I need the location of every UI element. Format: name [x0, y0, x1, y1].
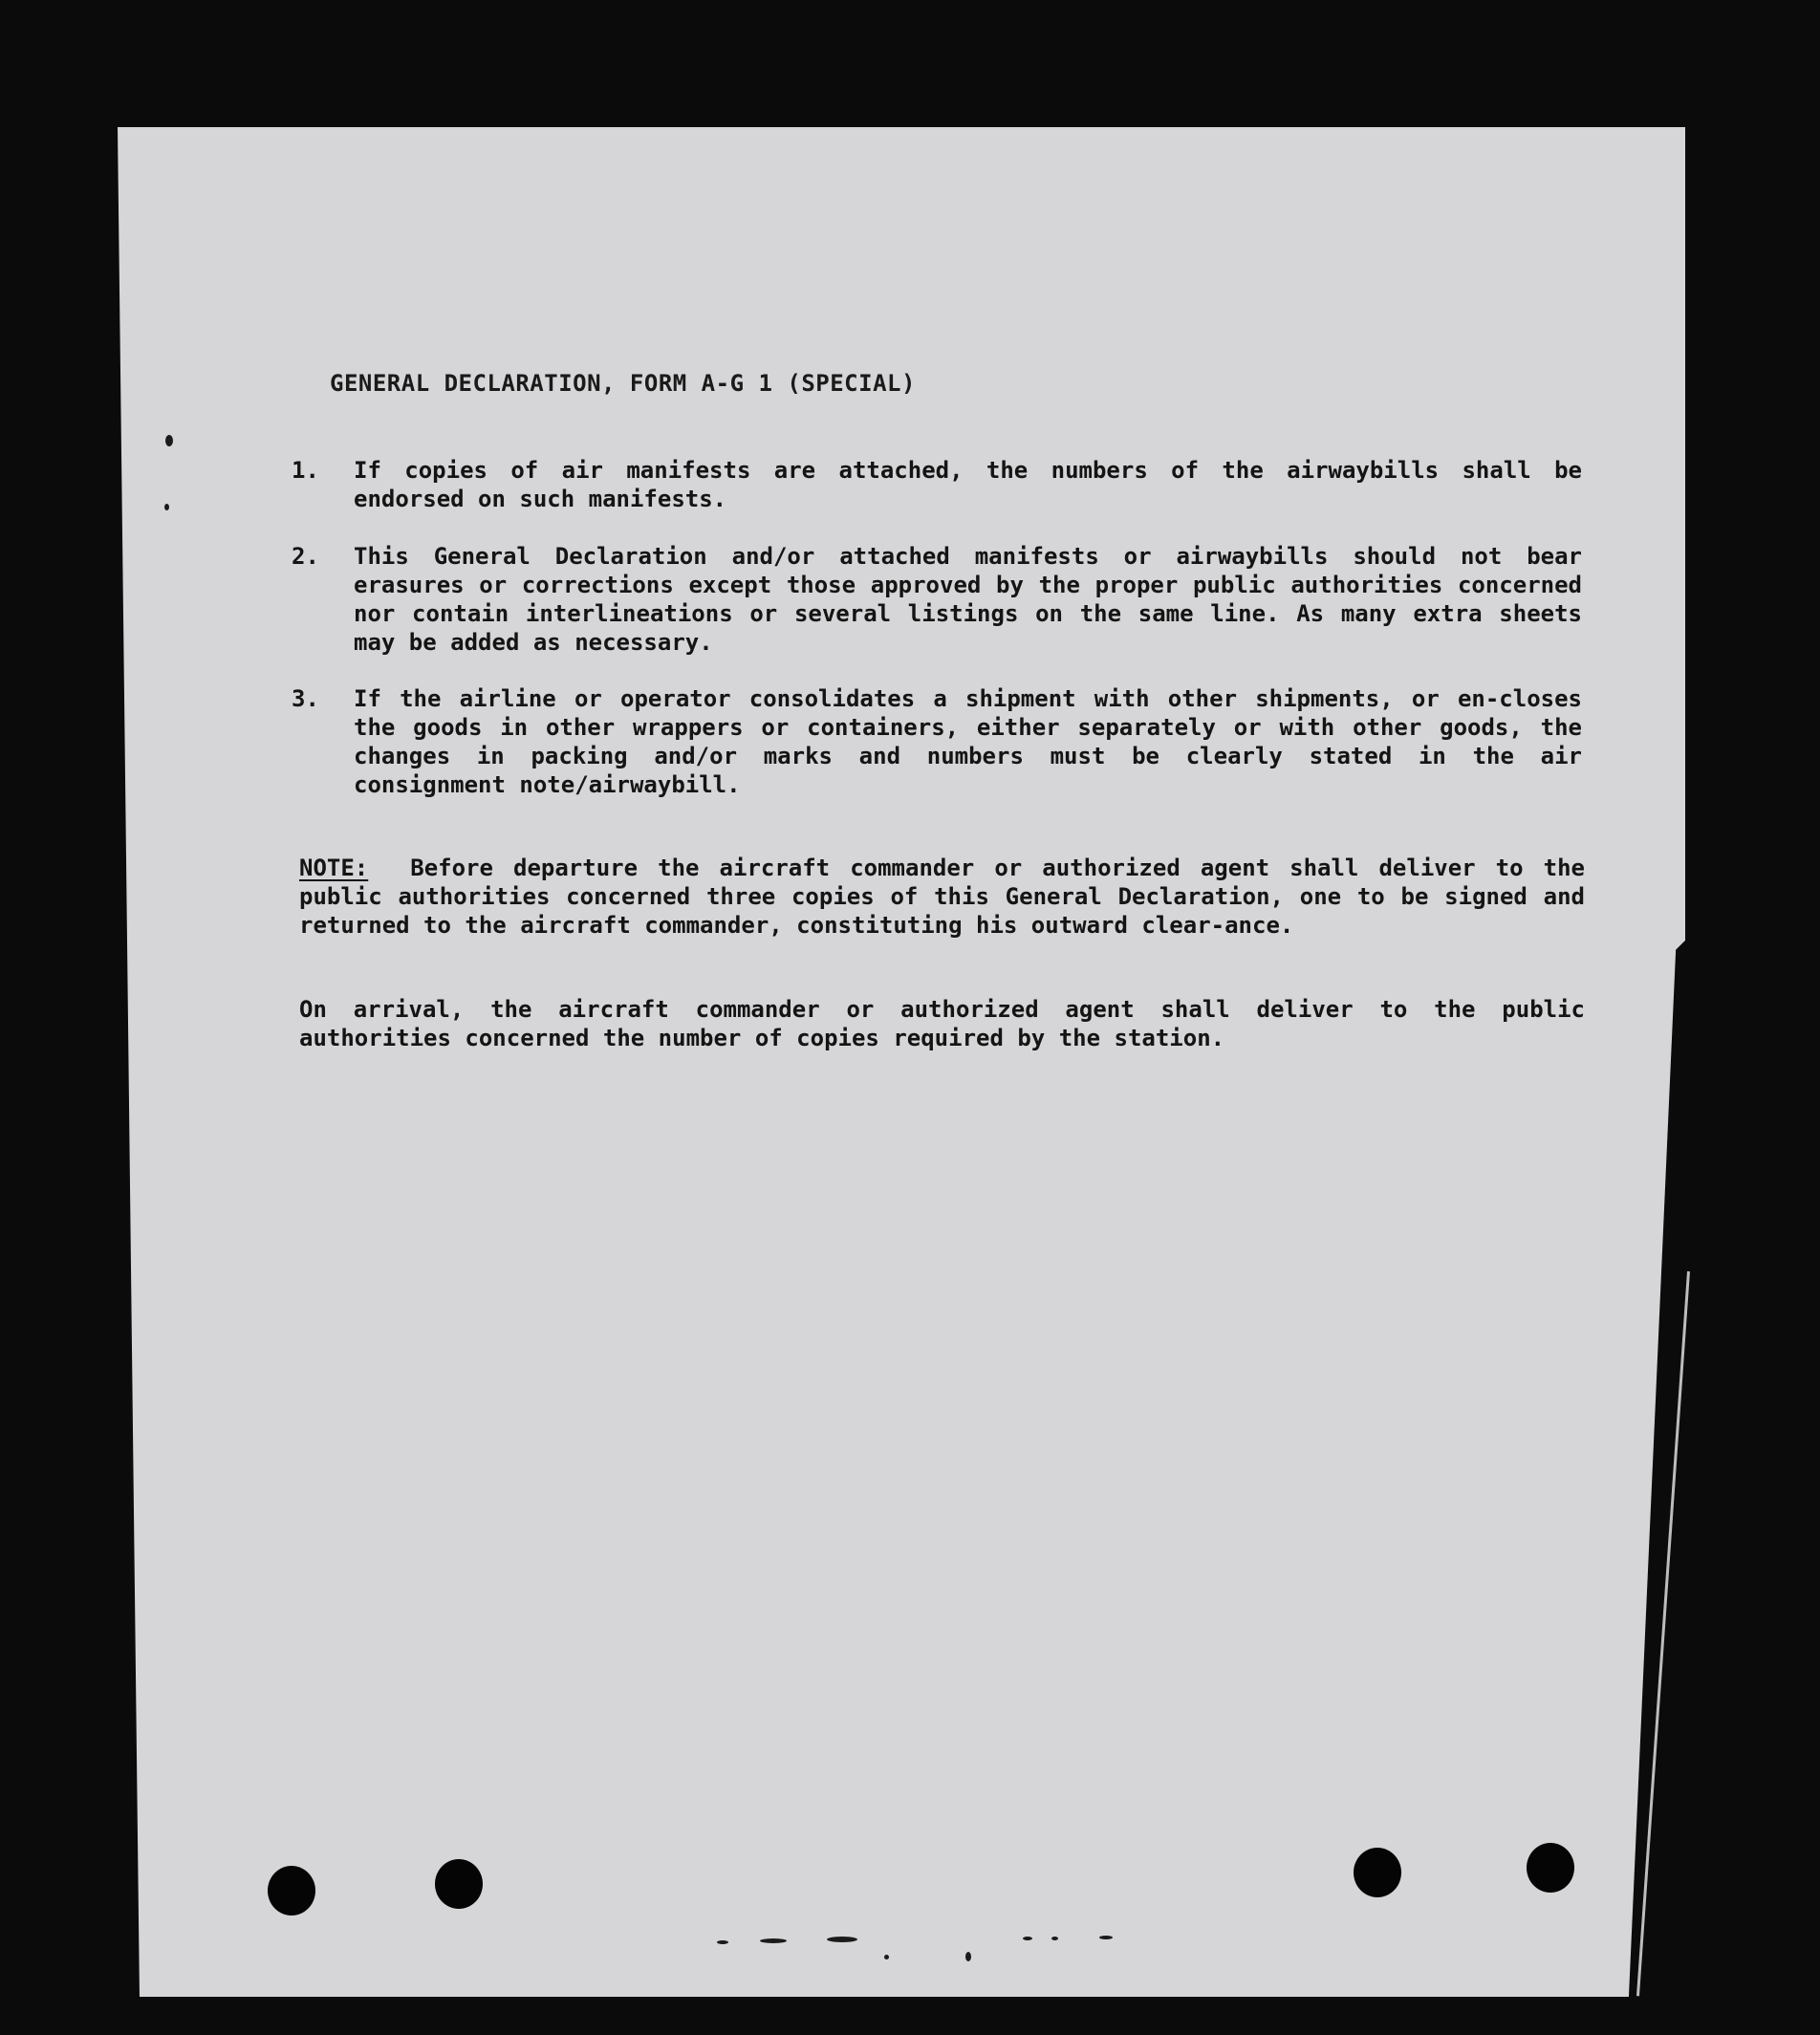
- scan-speck: [827, 1937, 857, 1942]
- document-title: GENERAL DECLARATION, FORM A-G 1 (SPECIAL): [330, 370, 916, 397]
- punch-hole: [1354, 1848, 1401, 1897]
- list-item-text: This General Declaration and/or attached manifests or airwaybills should not bear erasures or corrections except those approved by the proper public authorities concerned nor contain interlineations or several listings on the same line. As many extra sheets may be added as necessary.: [354, 543, 1582, 656]
- scan-speck: [1099, 1936, 1113, 1939]
- arrival-paragraph: [299, 995, 1585, 1052]
- scan-speck: [1051, 1937, 1058, 1940]
- list-item-number: 2.: [292, 543, 319, 570]
- arrival-text: On arrival, the aircraft commander or authorized agent shall deliver to the public authorities concerned the number of copies required by the station.: [299, 996, 1585, 1051]
- punch-hole: [1527, 1843, 1574, 1893]
- scan-speck: [165, 435, 173, 446]
- note-label: NOTE:: [299, 855, 369, 881]
- scan-speck: [965, 1952, 971, 1961]
- list-item-number: 1.: [292, 457, 319, 484]
- scan-speck: [884, 1955, 889, 1959]
- list-item-text: If the airline or operator consolidates a shipment with other shipments, or en-closes the goods in other wrappers or containers, either separately or with other goods, the changes in packing and/or marks and numbers must be clearly stated in the air consignment note/airwaybill.: [354, 685, 1582, 798]
- paper-sheet: [118, 127, 1685, 1997]
- note-paragraph: [299, 854, 1585, 940]
- scan-speck: [760, 1938, 787, 1943]
- list-item-number: 3.: [292, 685, 319, 712]
- scan-speck: [1023, 1937, 1032, 1940]
- scan-speck: [717, 1940, 728, 1944]
- punch-hole: [268, 1866, 315, 1916]
- note-text: Before departure the aircraft commander or authorized agent shall deliver to the public authorities concerned three copies of this General Declaration, one to be signed and returned to the aircraft commander, constituting his outward clear-ance.: [299, 855, 1585, 939]
- scan-speck: [164, 504, 169, 510]
- punch-hole: [435, 1859, 483, 1909]
- list-item-text: If copies of air manifests are attached, the numbers of the airwaybills shall be endorsed on such manifests.: [354, 457, 1582, 512]
